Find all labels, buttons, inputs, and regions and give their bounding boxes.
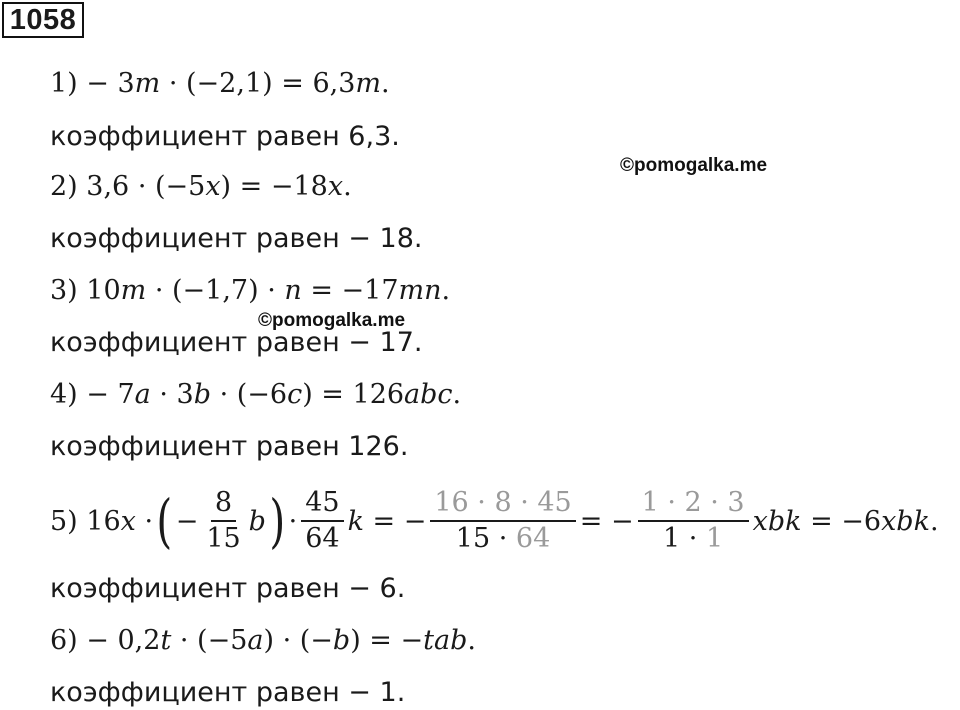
fraction-45-64	[301, 486, 343, 556]
fraction-denominator	[659, 522, 727, 556]
line5-dot: ·	[288, 505, 298, 537]
fraction-8-15	[202, 486, 244, 556]
den-part: 1	[663, 523, 681, 554]
left-paren: (	[156, 487, 173, 555]
den-part-cancelled: 64	[515, 523, 551, 554]
fraction-numerator: 16 · 8 · 45	[430, 486, 575, 522]
problem-number: 1058	[2, 2, 84, 38]
coefficient-line-2: коэффициент равен − 18.	[50, 223, 423, 254]
watermark: ©pomogalka.me	[620, 155, 768, 176]
fraction-numerator: 45	[301, 486, 343, 522]
watermark: ©pomogalka.me	[258, 310, 406, 331]
fraction-numerator: 8	[211, 486, 236, 522]
solution-line-6: 6) − 0,2𝑡 · (−5𝑎) · (−𝑏) = −𝑡𝑎𝑏.	[50, 625, 476, 656]
line5-minus: −	[175, 505, 199, 537]
fraction-product	[430, 486, 575, 556]
right-paren: )	[269, 487, 286, 555]
line5-eq2: = −	[579, 505, 634, 537]
solution-line-2: 2) 3,6 · (−5𝑥) = −18𝑥.	[50, 171, 352, 202]
fraction-reduced	[638, 486, 749, 556]
den-part-cancelled: 1	[705, 523, 724, 554]
fraction-denominator: 15	[206, 523, 241, 554]
line5-b: 𝑏	[248, 505, 266, 537]
line5-tail: 𝑥𝑏𝑘 = −6𝑥𝑏𝑘.	[752, 505, 939, 537]
coefficient-line-4: коэффициент равен 126.	[50, 431, 409, 462]
solution-line-5	[50, 476, 939, 566]
coefficient-line-5: коэффициент равен − 6.	[50, 573, 406, 604]
den-part: 15	[455, 523, 491, 554]
den-sep: ·	[490, 523, 516, 554]
coefficient-line-6: коэффициент равен − 1.	[50, 677, 406, 708]
fraction-numerator: 1 · 2 · 3	[638, 486, 749, 522]
line5-prefix: 5) 16𝑥 ·	[50, 505, 154, 537]
den-sep: ·	[680, 523, 706, 554]
solution-line-3: 3) 10𝑚 · (−1,7) · 𝑛 = −17𝑚𝑛.	[50, 275, 451, 306]
fraction-denominator: 64	[305, 523, 340, 554]
line5-k-eq: 𝑘 = −	[347, 505, 427, 537]
fraction-denominator	[452, 522, 554, 556]
coefficient-line-3: коэффициент равен − 17.	[50, 327, 423, 358]
solution-line-1: 1) − 3𝑚 · (−2,1) = 6,3𝑚.	[50, 68, 390, 99]
coefficient-line-1: коэффициент равен 6,3.	[50, 121, 400, 152]
solution-line-4: 4) − 7𝑎 · 3𝑏 · (−6𝑐) = 126𝑎𝑏𝑐.	[50, 379, 462, 410]
